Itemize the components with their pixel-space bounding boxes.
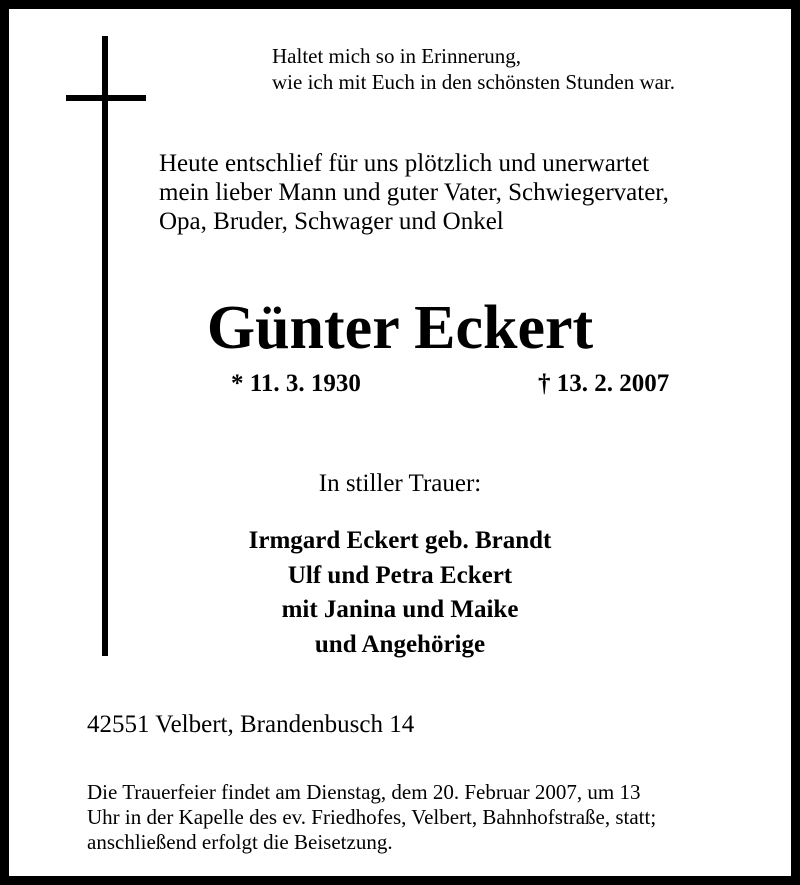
mourning-heading: In stiller Trauer: <box>318 470 482 497</box>
notice-line: Die Trauerfeier findet am Dienstag, dem 20. Februar 2007, um 13 <box>87 780 641 804</box>
notice-line: anschließend erfolgt die Beisetzung. <box>87 830 393 854</box>
birth-date: * 11. 3. 1930 <box>231 370 361 397</box>
death-date: † 13. 2. 2007 <box>538 370 670 397</box>
mourner-name: mit Janina und Maike <box>281 596 519 623</box>
motto-quote <box>272 43 675 95</box>
intro-text <box>159 149 669 236</box>
intro-line: Heute entschlief für uns plötzlich und unerwartet <box>159 150 650 177</box>
mourner-name: Irmgard Eckert geb. Brandt <box>248 527 552 554</box>
intro-line: Opa, Bruder, Schwager und Onkel <box>159 208 504 235</box>
mourners-list <box>9 524 791 662</box>
funeral-notice <box>87 780 656 855</box>
mourner-name: und Angehörige <box>314 630 486 658</box>
family-address: 42551 Velbert, Brandenbusch 14 <box>87 711 415 738</box>
cross-horizontal-bar <box>66 95 146 101</box>
intro-line: mein lieber Mann und guter Vater, Schwiegervater, <box>159 179 669 206</box>
notice-line: Uhr in der Kapelle des ev. Friedhofes, Velbert, Bahnhofstraße, statt; <box>87 805 657 829</box>
motto-line: wie ich mit Euch in den schönsten Stunden war. <box>272 70 676 94</box>
mourner-name: Ulf und Petra Eckert <box>287 561 513 589</box>
deceased-name: Günter Eckert <box>206 294 594 362</box>
motto-line: Haltet mich so in Erinnerung, <box>272 44 522 68</box>
